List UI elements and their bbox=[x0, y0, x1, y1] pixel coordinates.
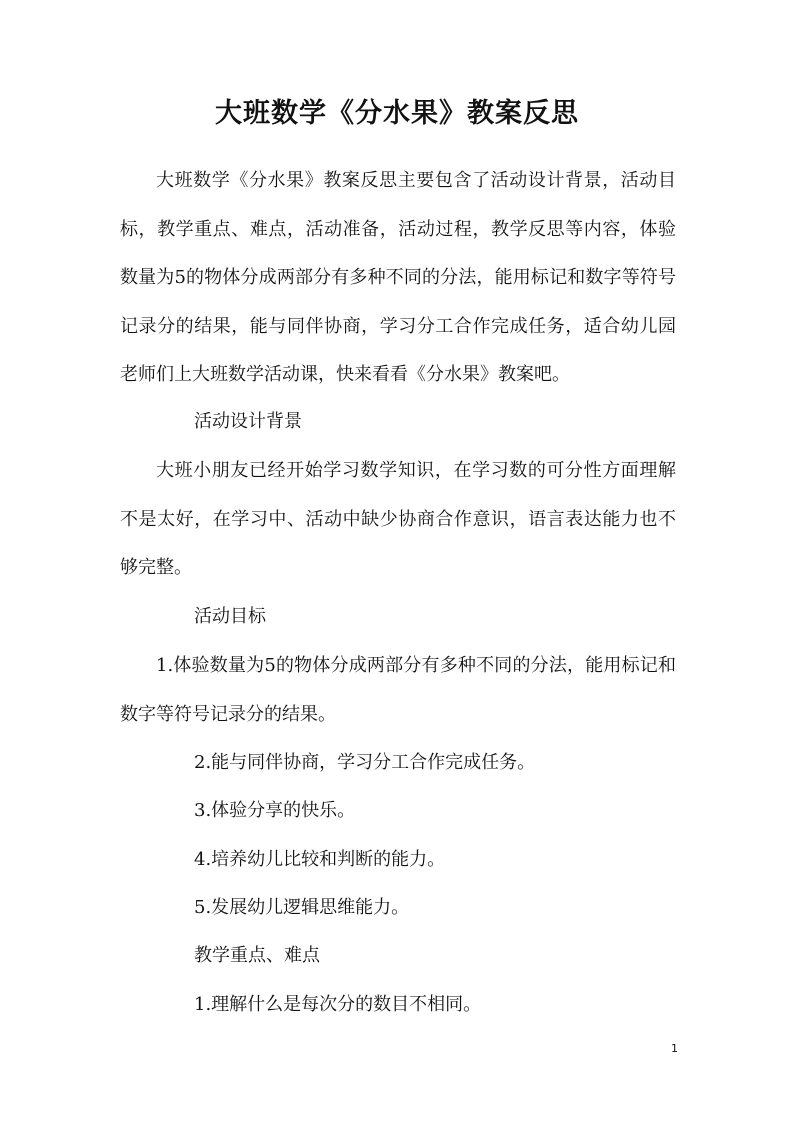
goal-item-4: 4.培养幼儿比较和判断的能力。 bbox=[194, 849, 446, 870]
background-heading: 活动设计背景 bbox=[194, 411, 302, 432]
document-title: 大班数学《分水果》教案反思 bbox=[215, 98, 579, 129]
goal-item-1: 1.体验数量为5的物体分成两部分有多种不同的分法，能用标记和数字等符号记录分的结果。 bbox=[120, 655, 676, 725]
intro-paragraph: 大班数学《分水果》教案反思主要包含了活动设计背景，活动目标，教学重点、难点，活动准备，活动过程，教学反思等内容，体验数量为5的物体分成两部分有多种不同的分法，能用标记和数字等符号记录分的结果，能与同伴协商，学习分工合作完成任务，适合幼儿园老师们上大班数学活动课，快来看看《分水果》教案吧。 bbox=[120, 170, 676, 385]
goal-item-3: 3.体验分享的快乐。 bbox=[194, 800, 356, 821]
key-point-item-1: 1.理解什么是每次分的数目不相同。 bbox=[194, 994, 482, 1015]
key-points-heading: 教学重点、难点 bbox=[194, 945, 320, 966]
goal-item-2: 2.能与同伴协商，学习分工合作完成任务。 bbox=[194, 752, 536, 773]
background-paragraph: 大班小朋友已经开始学习数学知识，在学习数的可分性方面理解不是太好，在学习中、活动中缺少协商合作意识，语言表达能力也不够完整。 bbox=[120, 460, 676, 578]
goals-heading: 活动目标 bbox=[194, 606, 266, 627]
page-number: 1 bbox=[671, 1042, 678, 1055]
goal-item-5: 5.发展幼儿逻辑思维能力。 bbox=[194, 897, 410, 918]
